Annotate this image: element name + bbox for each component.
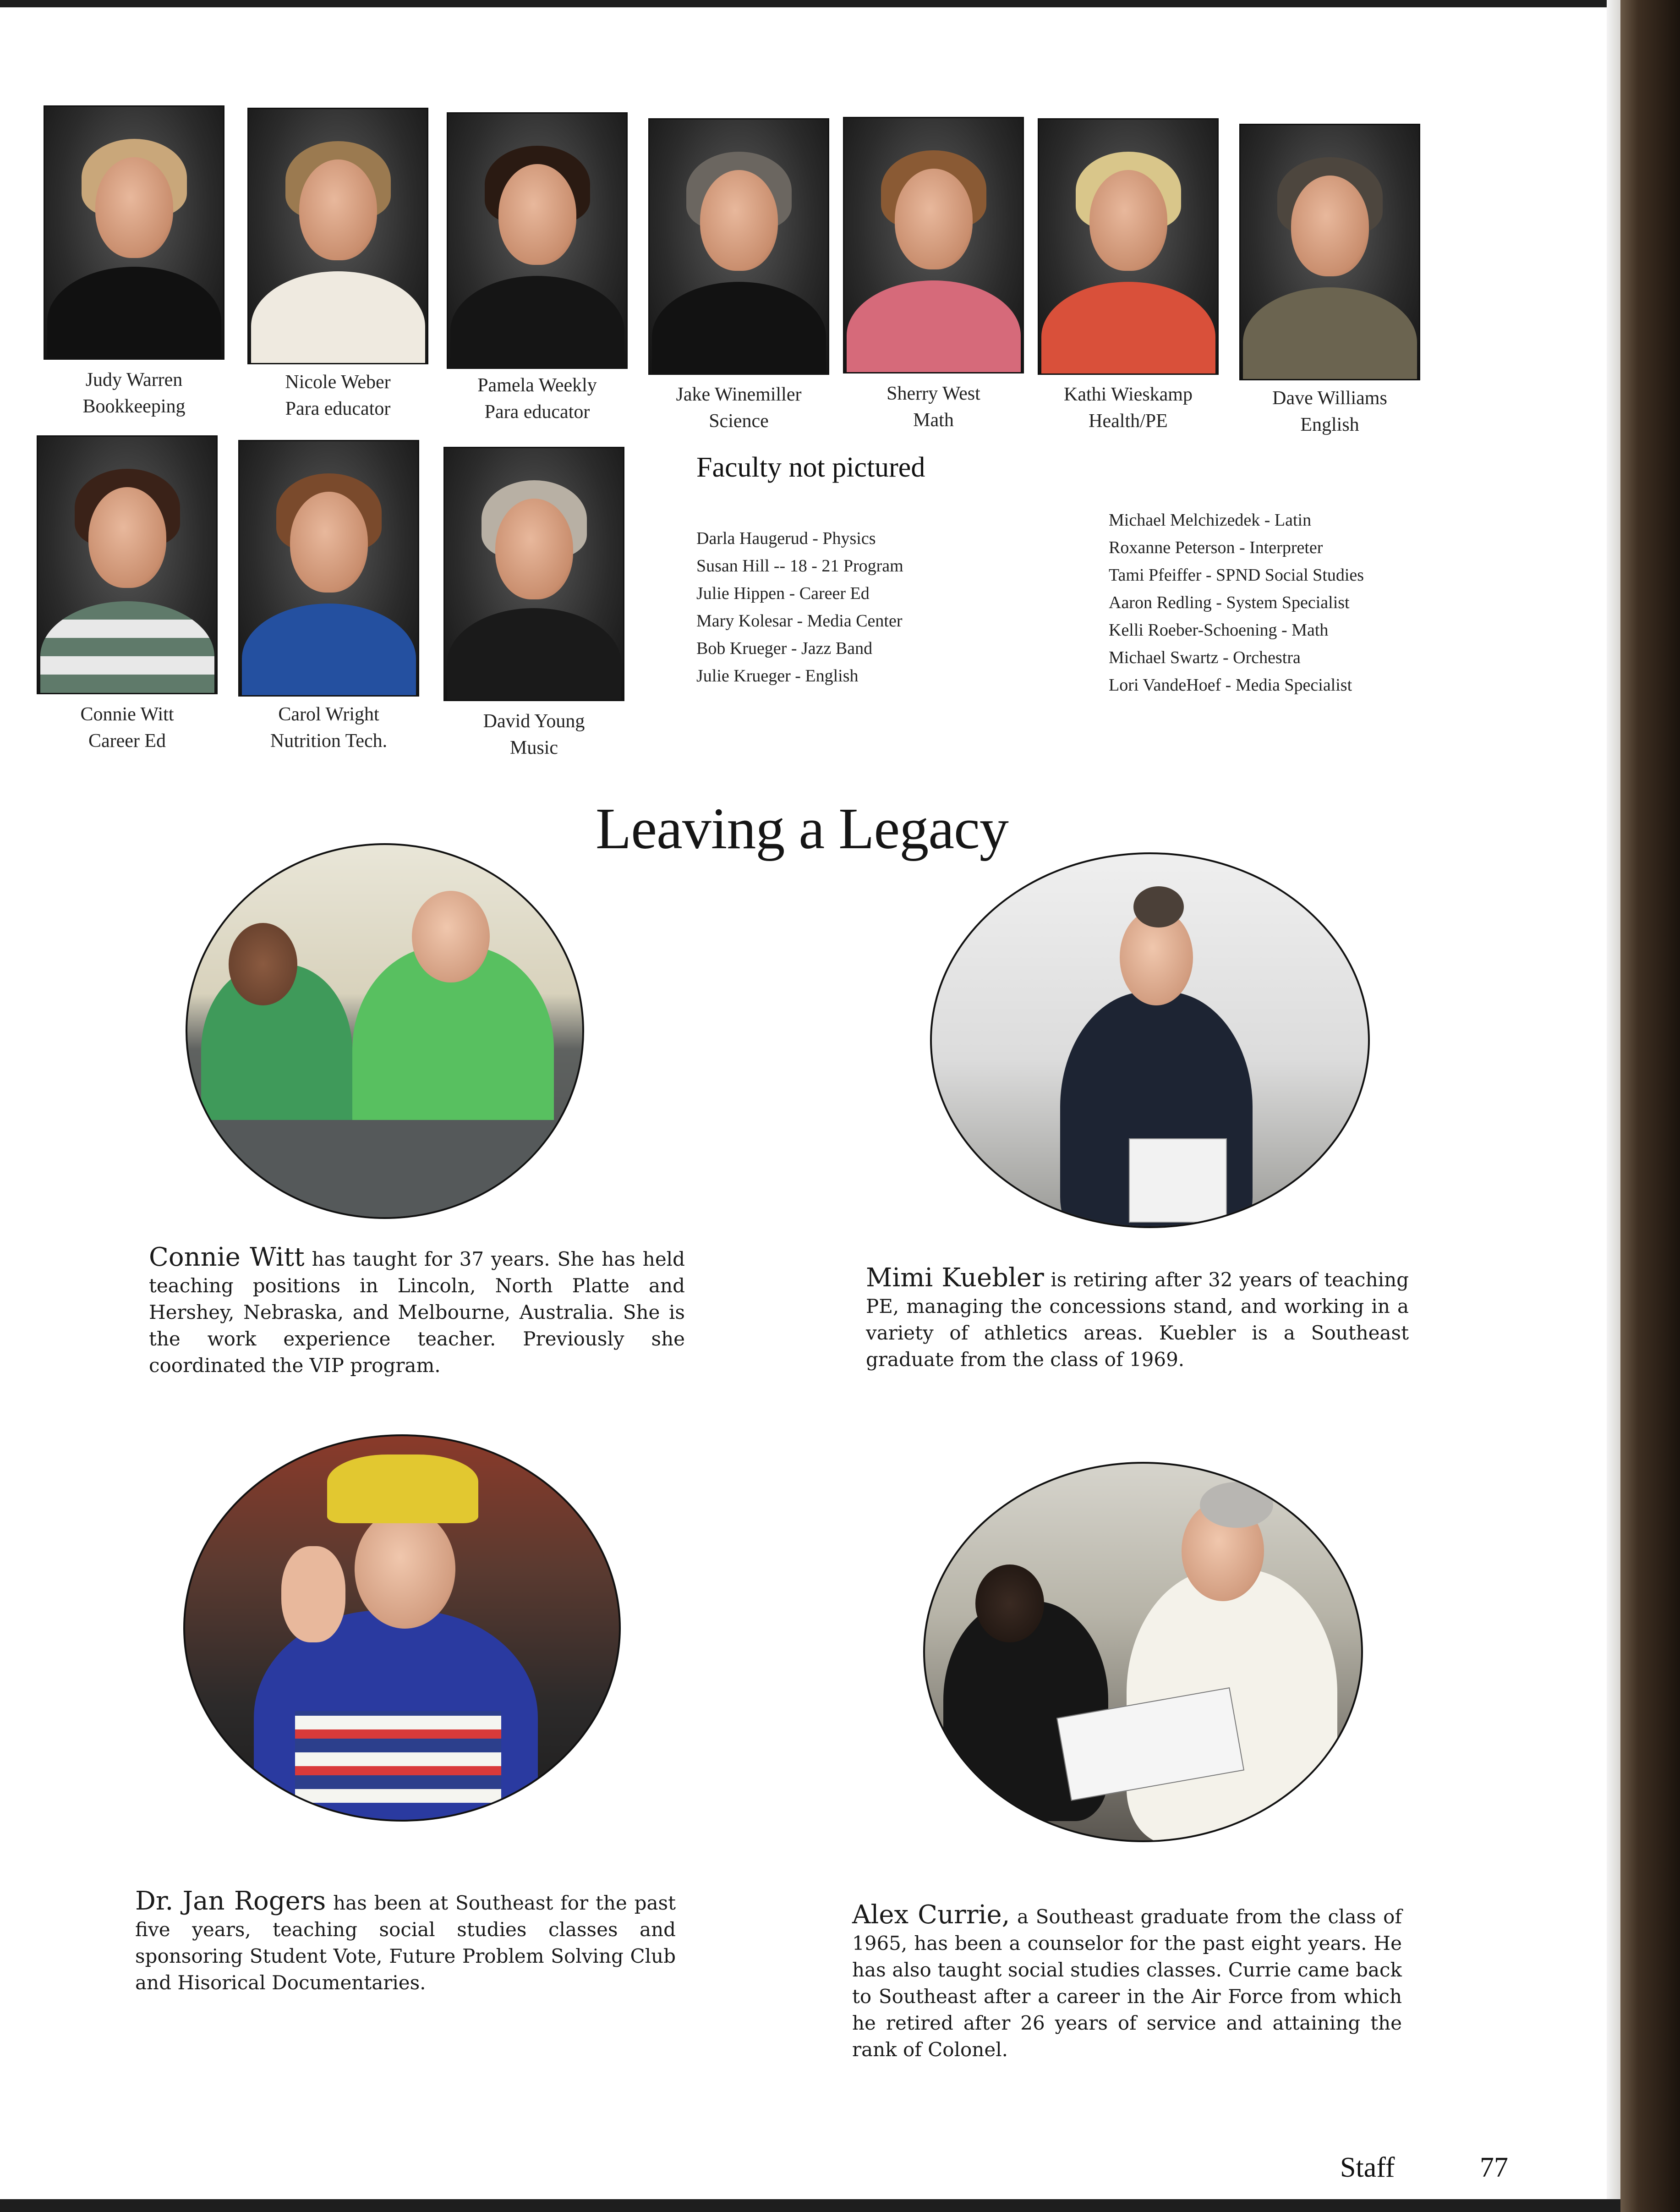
portrait-photo bbox=[247, 108, 428, 364]
portrait-caption bbox=[843, 380, 1024, 434]
portrait-role: English bbox=[1300, 414, 1359, 435]
story-text: has been at Southeast for the past five years, teaching social studies classes and sponsoring Student Vote, Future Problem Solving Club and Hisorical Documentaries. bbox=[135, 1892, 676, 1994]
section-label: Staff bbox=[1340, 2152, 1395, 2183]
portrait-name: Carol Wright bbox=[278, 704, 379, 725]
portrait-caption bbox=[1239, 385, 1420, 438]
section-title: Leaving a Legacy bbox=[596, 796, 1008, 861]
portrait-caption bbox=[447, 372, 628, 425]
story-name: Mimi Kuebler bbox=[866, 1263, 1044, 1293]
story-mimi-kuebler bbox=[866, 1265, 1409, 1373]
portrait-caption bbox=[238, 701, 419, 754]
story-text: has taught for 37 years. She has held teaching positions in Lincoln, North Platte and Hershey, Nebraska, and Melbourne, Australia. She is the work experience teacher. Previously she coordinated the VIP program. bbox=[149, 1248, 685, 1377]
portrait-photo bbox=[447, 112, 628, 369]
portrait-photo bbox=[44, 105, 224, 360]
story-text: a Southeast graduate from the class of 1965, has been a counselor for the past eight years. He has also taught social studies classes. Currie came back to Southeast after a career in the Air Force from which he retired after 26 years of service and attaining the rank of Colonel. bbox=[852, 1905, 1402, 2061]
list-item: Darla Haugerud - Physics bbox=[696, 529, 876, 548]
circle-photo bbox=[186, 843, 584, 1219]
list-item: Michael Melchizedek - Latin bbox=[1109, 510, 1312, 530]
portrait-name: Dave Williams bbox=[1272, 388, 1387, 409]
portrait-caption bbox=[247, 369, 428, 422]
story-alex-currie bbox=[852, 1902, 1402, 2063]
faculty-list-left bbox=[696, 525, 903, 690]
portrait-photo bbox=[37, 435, 218, 694]
portrait-photo bbox=[648, 118, 829, 375]
portrait-photo bbox=[1038, 118, 1219, 375]
page-edge bbox=[1607, 0, 1620, 2212]
book-binding bbox=[1620, 0, 1680, 2212]
portrait-photo bbox=[238, 440, 419, 697]
circle-photo bbox=[183, 1434, 621, 1822]
story-text: is retiring after 32 years of teaching PE, managing the concessions stand, and working in a variety of athletics areas. Kuebler is a Southeast graduate from the class of 1969. bbox=[866, 1268, 1409, 1371]
list-item: Julie Krueger - English bbox=[696, 666, 859, 686]
portrait-name: Judy Warren bbox=[85, 369, 183, 390]
faculty-not-pictured-heading: Faculty not pictured bbox=[696, 452, 925, 483]
list-item: Aaron Redling - System Specialist bbox=[1109, 593, 1350, 612]
bottom-border bbox=[0, 2199, 1620, 2212]
portrait-caption bbox=[1038, 381, 1219, 434]
story-jan-rogers bbox=[135, 1888, 676, 1996]
circle-photo bbox=[923, 1462, 1363, 1842]
list-item: Kelli Roeber-Schoening - Math bbox=[1109, 620, 1329, 640]
portrait-name: David Young bbox=[483, 711, 585, 732]
portrait-role: Science bbox=[709, 411, 769, 432]
portrait-role: Bookkeeping bbox=[82, 396, 186, 417]
list-item: Mary Kolesar - Media Center bbox=[696, 611, 903, 631]
page-number: 77 bbox=[1480, 2152, 1508, 2183]
list-item: Michael Swartz - Orchestra bbox=[1109, 648, 1301, 667]
portrait-name: Kathi Wieskamp bbox=[1064, 384, 1193, 405]
portrait-role: Health/PE bbox=[1089, 411, 1168, 432]
portrait-photo bbox=[1239, 124, 1420, 380]
portrait-role: Nutrition Tech. bbox=[270, 730, 388, 752]
story-name: Connie Witt bbox=[149, 1242, 305, 1272]
list-item: Julie Hippen - Career Ed bbox=[696, 584, 870, 603]
list-item: Tami Pfeiffer - SPND Social Studies bbox=[1109, 565, 1364, 585]
list-item: Susan Hill -- 18 - 21 Program bbox=[696, 556, 903, 576]
list-item: Roxanne Peterson - Interpreter bbox=[1109, 538, 1323, 557]
portrait-role: Para educator bbox=[285, 398, 391, 419]
story-name: Alex Currie, bbox=[852, 1900, 1010, 1930]
portrait-name: Pamela Weekly bbox=[477, 375, 597, 396]
list-item: Lori VandeHoef - Media Specialist bbox=[1109, 675, 1352, 695]
portrait-caption bbox=[44, 367, 224, 420]
portrait-caption bbox=[648, 381, 829, 434]
story-name: Dr. Jan Rogers bbox=[135, 1886, 326, 1916]
portrait-role: Math bbox=[913, 410, 954, 431]
story-connie-witt bbox=[149, 1244, 685, 1379]
portrait-caption bbox=[443, 708, 624, 761]
portrait-photo bbox=[843, 117, 1024, 373]
portrait-name: Connie Witt bbox=[80, 704, 174, 725]
top-border bbox=[0, 0, 1620, 7]
portrait-role: Music bbox=[510, 737, 558, 758]
list-item: Bob Krueger - Jazz Band bbox=[696, 639, 873, 658]
circle-photo bbox=[930, 852, 1370, 1228]
portrait-role: Career Ed bbox=[88, 730, 166, 752]
portrait-caption bbox=[37, 701, 218, 754]
portrait-role: Para educator bbox=[484, 401, 590, 423]
portrait-name: Sherry West bbox=[887, 383, 980, 404]
portrait-name: Nicole Weber bbox=[285, 372, 391, 393]
faculty-list-right bbox=[1109, 506, 1364, 699]
portrait-name: Jake Winemiller bbox=[676, 384, 802, 405]
portrait-photo bbox=[443, 447, 624, 701]
